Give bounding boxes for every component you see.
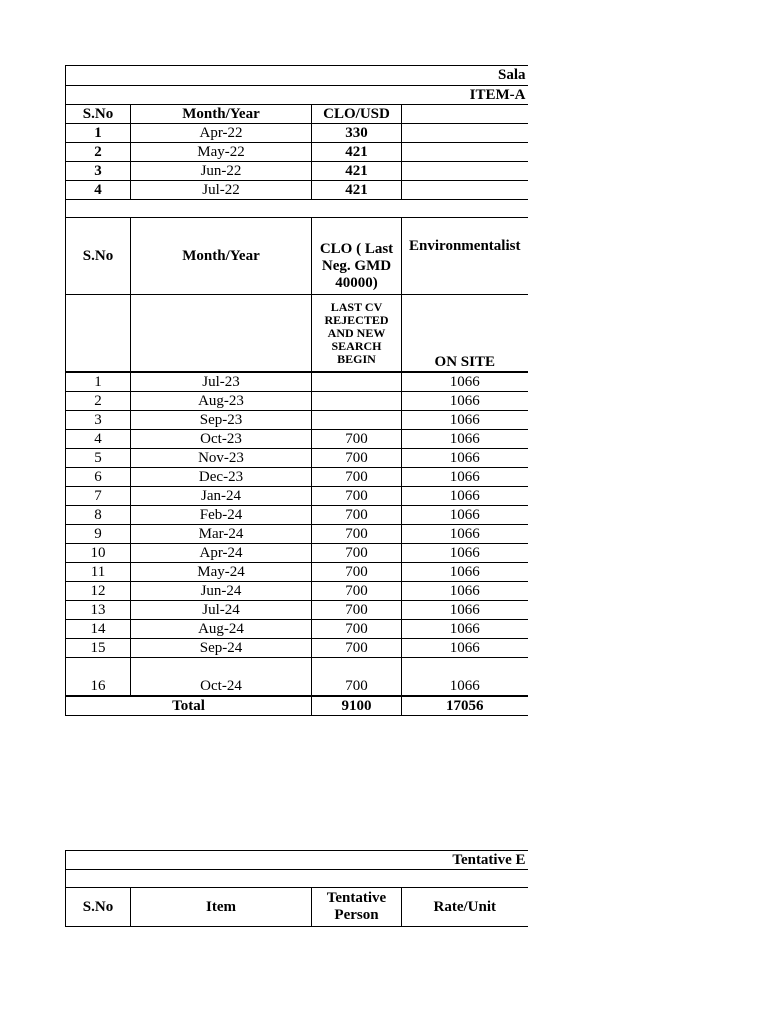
table-row <box>66 181 528 200</box>
cell-clo: 330 <box>312 124 402 143</box>
cell-clo: 700 <box>312 430 402 449</box>
cell-env: 1066 <box>402 411 528 430</box>
cell-month: Jun-24 <box>131 582 312 601</box>
table-row <box>66 487 528 506</box>
spreadsheet <box>65 65 527 927</box>
tentative-header-item: Item <box>131 888 312 927</box>
cell-env: 1066 <box>402 639 528 658</box>
cell-env: 1066 <box>402 525 528 544</box>
cell-sno: 12 <box>66 582 131 601</box>
header-sno: S.No <box>66 105 131 124</box>
cell-sno: 3 <box>66 162 131 181</box>
cell-month: May-22 <box>131 143 312 162</box>
spacer-row <box>66 200 528 218</box>
table-row <box>66 392 528 411</box>
tentative-header-person: Tentative Person <box>312 888 402 927</box>
cell-env: 1066 <box>402 392 528 411</box>
cell-sno: 13 <box>66 601 131 620</box>
total-env: 17056 <box>402 697 528 716</box>
cell-clo: 421 <box>312 181 402 200</box>
cell-env: 1066 <box>402 468 528 487</box>
cell-env: 1066 <box>402 544 528 563</box>
cell-month: Feb-24 <box>131 506 312 525</box>
cell-month: Aug-23 <box>131 392 312 411</box>
cell-clo <box>312 411 402 430</box>
cell-month: Apr-24 <box>131 544 312 563</box>
cell-sno: 4 <box>66 430 131 449</box>
tentative-header-rate: Rate/Unit <box>402 888 528 927</box>
cell-sno: 2 <box>66 392 131 411</box>
cell-env: 1066 <box>402 563 528 582</box>
cell-blank <box>402 162 528 181</box>
table-row <box>66 506 528 525</box>
cell-clo: 700 <box>312 620 402 639</box>
cell-env: 1066 <box>402 430 528 449</box>
cell-blank <box>402 124 528 143</box>
cell-env: 1066 <box>402 582 528 601</box>
cell-clo: 700 <box>312 639 402 658</box>
clo-note: LAST CV REJECTED AND NEW SEARCH BEGIN <box>312 295 402 372</box>
cell-month: Mar-24 <box>131 525 312 544</box>
cell-clo <box>312 373 402 392</box>
cell-env: 1066 <box>402 658 528 696</box>
table-row <box>66 544 528 563</box>
cell-sno: 1 <box>66 124 131 143</box>
cell-clo: 700 <box>312 658 402 696</box>
onsite-header-env: Environmentalist <box>402 218 528 295</box>
cell-clo: 700 <box>312 487 402 506</box>
cell-blank <box>402 181 528 200</box>
cell-env: 1066 <box>402 506 528 525</box>
header-blank <box>402 105 528 124</box>
cell-clo: 700 <box>312 449 402 468</box>
total-clo: 9100 <box>312 697 402 716</box>
table-row <box>66 658 528 696</box>
cell-env: 1066 <box>402 449 528 468</box>
cell-clo: 700 <box>312 563 402 582</box>
cell-env: 1066 <box>402 487 528 506</box>
cell-sno: 14 <box>66 620 131 639</box>
env-note: ON SITE <box>402 295 528 372</box>
onsite-total <box>65 696 528 716</box>
cell-sno: 15 <box>66 639 131 658</box>
cell-clo: 700 <box>312 582 402 601</box>
header-clo-usd: CLO/USD <box>312 105 402 124</box>
note-blank-sno <box>66 295 131 372</box>
salary-subtitle: ITEM-A <box>66 86 528 105</box>
tentative-table <box>65 850 528 927</box>
cell-month: Sep-23 <box>131 411 312 430</box>
cell-sno: 7 <box>66 487 131 506</box>
cell-month: Apr-22 <box>131 124 312 143</box>
cell-month: May-24 <box>131 563 312 582</box>
table-row <box>66 162 528 181</box>
cell-sno: 10 <box>66 544 131 563</box>
onsite-header-clo: CLO ( Last Neg. GMD 40000) <box>312 218 402 295</box>
table-row <box>66 525 528 544</box>
table-row <box>66 124 528 143</box>
cell-sno: 6 <box>66 468 131 487</box>
cell-month: Jul-24 <box>131 601 312 620</box>
cell-sno: 9 <box>66 525 131 544</box>
cell-clo: 700 <box>312 601 402 620</box>
table-row <box>66 430 528 449</box>
cell-sno: 1 <box>66 373 131 392</box>
cell-clo: 421 <box>312 143 402 162</box>
onsite-header-month: Month/Year <box>131 218 312 295</box>
table-row <box>66 582 528 601</box>
table-row <box>66 601 528 620</box>
tentative-title: Tentative E <box>66 851 528 870</box>
cell-month: Dec-23 <box>131 468 312 487</box>
header-month: Month/Year <box>131 105 312 124</box>
tentative-spacer <box>66 870 528 888</box>
table-row <box>66 373 528 392</box>
cell-month: Oct-23 <box>131 430 312 449</box>
cell-clo: 700 <box>312 506 402 525</box>
salary-title: Sala <box>66 66 528 86</box>
note-blank-month <box>131 295 312 372</box>
cell-clo: 700 <box>312 468 402 487</box>
table-row <box>66 143 528 162</box>
cell-sno: 2 <box>66 143 131 162</box>
cell-month: Aug-24 <box>131 620 312 639</box>
cell-env: 1066 <box>402 620 528 639</box>
cell-env: 1066 <box>402 601 528 620</box>
table-row <box>66 639 528 658</box>
cell-sno: 4 <box>66 181 131 200</box>
cell-sno: 5 <box>66 449 131 468</box>
table-row <box>66 563 528 582</box>
cell-clo: 700 <box>312 525 402 544</box>
cell-month: Sep-24 <box>131 639 312 658</box>
cell-month: Oct-24 <box>131 658 312 696</box>
total-label: Total <box>66 697 312 716</box>
cell-month: Nov-23 <box>131 449 312 468</box>
cell-clo <box>312 392 402 411</box>
cell-sno: 11 <box>66 563 131 582</box>
cell-sno: 16 <box>66 658 131 696</box>
cell-month: Jul-22 <box>131 181 312 200</box>
cell-month: Jul-23 <box>131 373 312 392</box>
onsite-header-sno: S.No <box>66 218 131 295</box>
cell-clo: 700 <box>312 544 402 563</box>
cell-env: 1066 <box>402 373 528 392</box>
table-row <box>66 620 528 639</box>
table-row <box>66 411 528 430</box>
cell-sno: 8 <box>66 506 131 525</box>
cell-month: Jun-22 <box>131 162 312 181</box>
cell-sno: 3 <box>66 411 131 430</box>
salary-table <box>65 65 528 372</box>
table-row <box>66 468 528 487</box>
tentative-header-sno: S.No <box>66 888 131 927</box>
cell-clo: 421 <box>312 162 402 181</box>
onsite-table <box>65 372 528 696</box>
cell-month: Jan-24 <box>131 487 312 506</box>
table-row <box>66 449 528 468</box>
cell-blank <box>402 143 528 162</box>
